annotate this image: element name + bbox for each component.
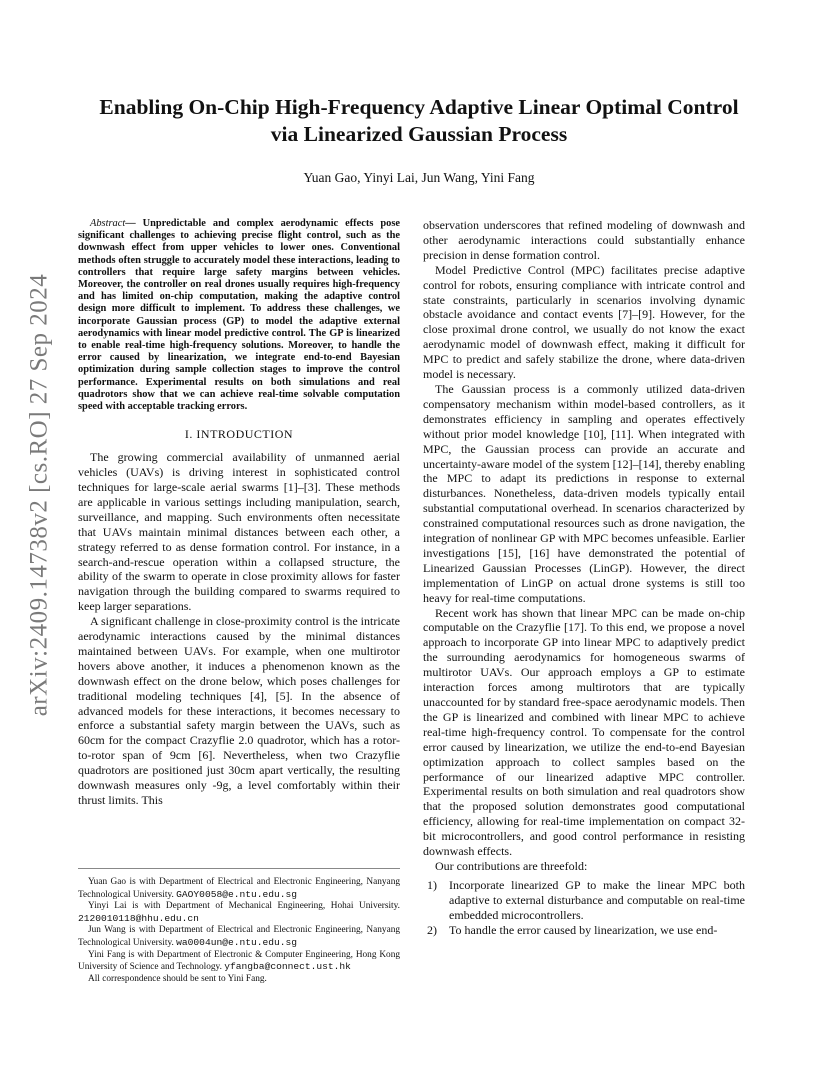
intro-paragraph-linear-mpc: Recent work has shown that linear MPC can be made on-chip computable on the Crazyflie [17]. To this end, we propose a novel approach to incorporate GP into linear MPC to adaptively predict the surrounding aerodynamics for homogeneous swarms of multirotor UAVs. Our approach employs a GP to estimate interaction forces among multirotors that are typically unaccounted for by standard free-space aerodynamic models. Then the GP is linearized and combined with linear MPC to achieve real-time high-frequency control. To compensate for the control error caused by linearization, we utilize the end-to-end Bayesian optimization approach to collect samples based on the performance of our linearized adaptive MPC controller. Experimental results on both simulation and real quadrotors show that the proposed solution demonstrates good computational efficiency, allowing for real-time implementation on compact 32-bit microcontrollers, and good control performance in resisting downwash effects. <box>423 605 745 859</box>
left-column <box>78 218 400 808</box>
author-email: 2120010118@hhu.edu.cn <box>78 912 199 924</box>
paper-title-line-1: Enabling On-Chip High-Frequency Adaptive Linear Optimal Control <box>99 95 739 119</box>
contributions-list <box>423 878 745 938</box>
contribution-number: 1) <box>427 877 437 892</box>
author-email: GAOY0058@e.ntu.edu.sg <box>176 888 298 900</box>
footnote-jun-wang <box>78 925 400 949</box>
footnote-correspondence: All correspondence should be sent to Yini Fang. <box>88 973 267 984</box>
footnote-text: Yuan Gao is with Department of Electrical and Electronic Engineering, Nanyang Technological University. <box>78 877 400 900</box>
section-heading-introduction: I. INTRODUCTION <box>184 427 294 442</box>
abstract-text: — Unpredictable and complex aerodynamic effects pose significant challenges to achieving precise flight control, such as the downwash effect from upper vehicles to lower ones. Conventional methods often struggle to accurately model these interactions, leading to controllers that require large safety margins between vehicles. Moreover, the controller on real drones usually requires high-frequency and has limited on-chip computation, making the adaptive control design more difficult to implement. To address these challenges, we incorporate Gaussian process (GP) to model the adaptive external aerodynamics with linear model predictive control. The GP is linearized to enable real-time high-frequency solutions. Moreover, to handle the error caused by linearization, we integrate end-to-end Bayesian optimization during sample collection stages to improve the control performance. Experimental results on both simulations and real quadrotors show that we can achieve real-time solvable computation speed with acceptable tracking errors. <box>78 218 400 413</box>
contribution-text: Incorporate linearized GP to make the linear MPC both adaptive to external disturbance and computable on real-time embedded microcontrollers. <box>449 877 745 922</box>
footnote-text: Yinyi Lai is with Department of Mechanical Engineering, Hohai University. <box>88 901 400 912</box>
author-footnotes <box>78 868 400 985</box>
arxiv-identifier-text: arXiv:2409.14738v2 [cs.RO] 27 Sep 2024 <box>25 273 53 717</box>
contribution-number: 2) <box>427 922 437 937</box>
contribution-text: To handle the error caused by linearization, we use end- <box>449 922 718 937</box>
author-email: wa0004un@e.ntu.edu.sg <box>176 936 298 948</box>
contribution-item <box>423 923 745 938</box>
intro-paragraph-contributions: Our contributions are threefold: <box>435 858 588 873</box>
footnote-text: Yini Fang is with Department of Electronic & Computer Engineering, Hong Kong University of Science and Technology. <box>78 949 400 973</box>
paper-title-line-2: via Linearized Gaussian Process <box>270 122 568 146</box>
paper-authors: Yuan Gao, Yinyi Lai, Jun Wang, Yini Fang <box>303 170 535 185</box>
intro-paragraph-gaussian-process: The Gaussian process is a commonly utilized data-driven compensatory mechanism within model-based controllers, as it demonstrates efficiency in sampling and operates effectively without prior model knowledge [10], [11]. When integrated with MPC, the Gaussian process can provide an accurate and uncertainty-aware model of the system [12]–[14], thereby enabling the MPC to adapt its predictions in response to external disturbances. Nonetheless, data-driven models typically entail substantial computational overhead. In scenarios characterized by constrained computational resources such as drone navigation, the integration of nonlinear GP with MPC becomes unfeasible. Earlier investigations [15], [16] have demonstrated the potential of Linearized Gaussian Processes (LinGP). However, the direct implementation of LinGP on actual drone systems is still too heavy for real-time computations. <box>423 381 745 605</box>
intro-paragraph-2: A significant challenge in close-proximity control is the intricate aerodynamic interactions caused by the minimal distances maintained between UAVs. For example, when one multirotor hovers above another, it induces a phenomenon known as the downwash effect on the drone below, which poses challenges for traditional modeling techniques [4], [5]. In the absence of advanced models for these interactions, it becomes necessary to enforce a substantial safety margin between the UAVs, such as 60cm for the compact Crazyflie 2.0 quadrotor, which has a rotor-to-rotor span of 9cm [6]. Nevertheless, when two Crazyflie quadrotors are positioned just 30cm apart vertically, the resulting downwash measures only -9g, a level comfortably within their thrust limits. This <box>78 614 400 807</box>
footnote-yinyi-lai <box>78 901 400 925</box>
arxiv-identifier-stamp <box>22 273 56 717</box>
abstract-label: Abstract <box>90 218 126 229</box>
footnote-yuan-gao <box>78 877 400 901</box>
abstract <box>78 218 400 413</box>
contribution-item <box>423 878 745 923</box>
right-column <box>423 218 745 938</box>
paper-title <box>74 94 764 148</box>
footnote-text: Jun Wang is with Department of Electrical and Electronic Engineering, Nanyang Technological University. <box>78 925 400 948</box>
intro-paragraph-1: The growing commercial availability of unmanned aerial vehicles (UAVs) is driving interest in sophisticated control techniques for large-scale aerial swarms [1]–[3]. These methods are applicable in various settings including manipulation, search, surveillance, and mapping. Such environments often necessitate that UAVs maintain minimal distances between each other, a strategy referred to as dense formation control. For instance, in a search-and-rescue operation within a collapsed structure, the ability of the swarm to operate in close proximity allows for faster navigation through the building compared to swarms required to keep larger separations. <box>78 450 400 614</box>
author-email: yfangba@connect.ust.hk <box>224 961 351 973</box>
intro-paragraph-mpc: Model Predictive Control (MPC) facilitates precise adaptive control for robots, ensuring compliance with intricate control and state constraints, particularly in scenarios involving dynamic obstacle avoidance and contact events [7]–[9]. However, for the close proximal drone control, we usually do not know the exact aerodynamic model of downwash effect, making it difficult for MPC to predict and safely stabilize the drone, where data-driven model is necessary. <box>423 262 745 382</box>
intro-paragraph-continued: observation underscores that refined modeling of downwash and other aerodynamic interactions could substantially enhance precision in dense formation control. <box>423 218 745 262</box>
footnote-yini-fang <box>78 950 400 974</box>
